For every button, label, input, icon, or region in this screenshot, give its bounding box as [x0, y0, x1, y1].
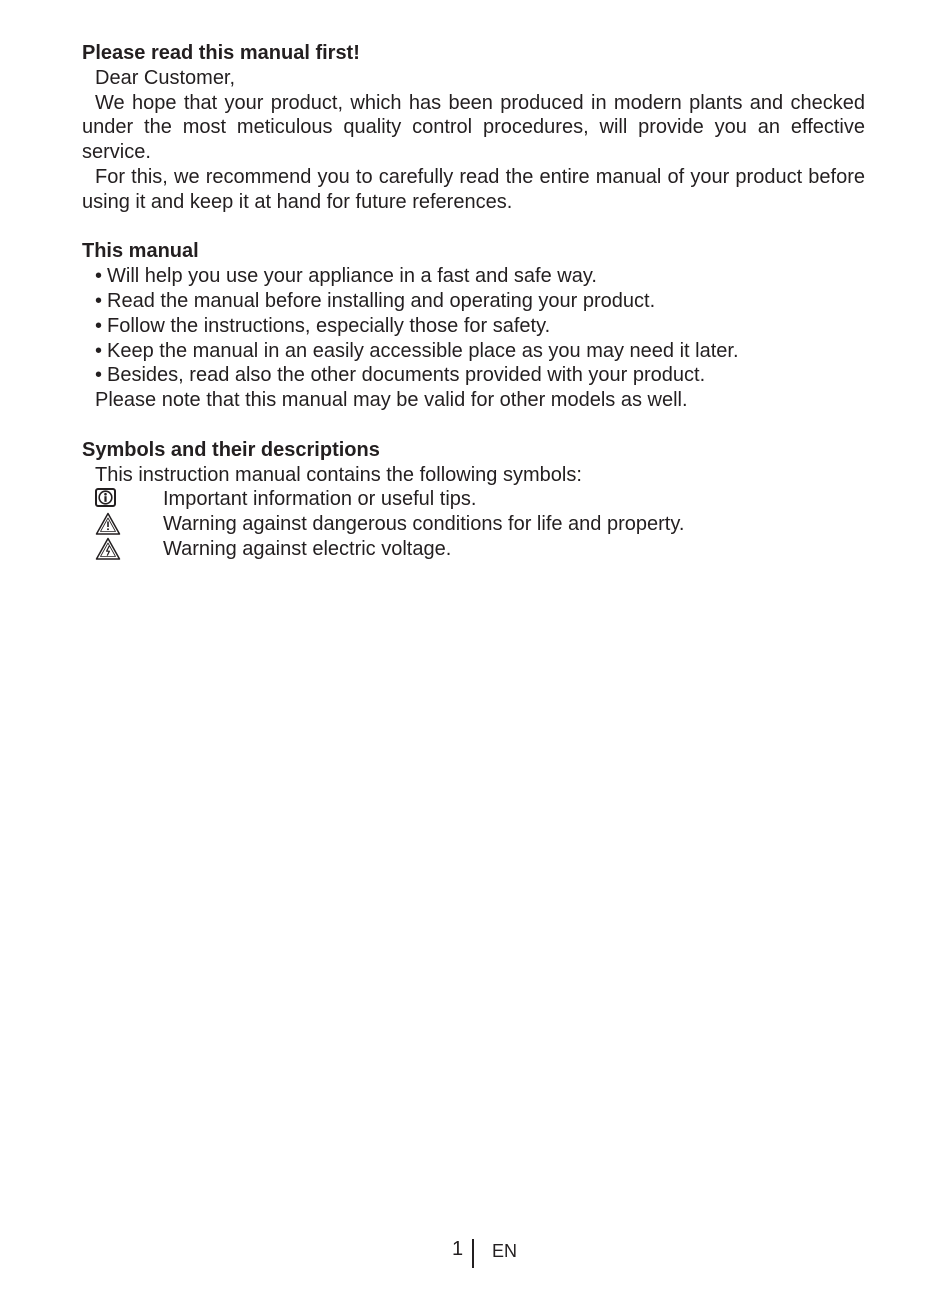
intro-heading: Please read this manual first!	[82, 42, 360, 64]
list-item-text: Besides, read also the other documents provided with your product.	[107, 364, 706, 387]
greeting: Dear Customer,	[95, 66, 236, 89]
list-item-text: Keep the manual in an easily accessible place as you may need it later.	[107, 339, 739, 362]
symbol-description: Warning against dangerous conditions for life and property.	[163, 513, 685, 536]
section-spacer	[82, 215, 865, 240]
manual-heading: This manual	[82, 240, 199, 263]
bullet-icon: •	[95, 364, 103, 387]
page-number: 1	[452, 1238, 464, 1260]
symbol-row-warning	[82, 512, 865, 537]
symbols-heading: Symbols and their descriptions	[82, 438, 380, 461]
symbol-description: Warning against electric voltage.	[163, 537, 452, 560]
manual-note: Please note that this manual may be valid for other models as well.	[95, 389, 688, 412]
bullet-icon: •	[95, 289, 103, 312]
bullet-icon: •	[95, 314, 103, 337]
section-spacer	[82, 413, 865, 438]
symbols-intro: This instruction manual contains the following symbols:	[95, 463, 582, 486]
intro-paragraph-1: We hope that your product, which has been produced in modern plants and checked under the most meticulous quality control procedures, will provide you an effective service.	[82, 91, 865, 164]
symbol-description: Important information or useful tips.	[163, 488, 477, 511]
list-item	[95, 264, 865, 289]
list-item	[95, 339, 865, 364]
info-icon	[95, 487, 121, 511]
list-item-text: Will help you use your appliance in a fast and safe way.	[107, 265, 597, 288]
language-code: EN	[492, 1241, 518, 1261]
bullet-icon: •	[95, 339, 103, 362]
footer-divider	[472, 1239, 474, 1268]
list-item	[95, 363, 865, 388]
symbol-row-electric	[82, 537, 865, 562]
page-footer	[0, 1234, 950, 1270]
symbol-row-info	[82, 487, 865, 512]
page-content	[82, 41, 865, 562]
manual-bullet-list	[82, 264, 865, 388]
list-item-text: Read the manual before installing and operating your product.	[107, 289, 656, 312]
warning-icon	[95, 512, 121, 536]
list-item-text: Follow the instructions, especially those for safety.	[107, 314, 551, 337]
list-item	[95, 289, 865, 314]
intro-paragraph-2: For this, we recommend you to carefully read the entire manual of your product before using it and keep it at hand for future references.	[82, 165, 865, 213]
electric-warning-icon	[95, 537, 121, 561]
bullet-icon: •	[95, 265, 103, 288]
list-item	[95, 314, 865, 339]
